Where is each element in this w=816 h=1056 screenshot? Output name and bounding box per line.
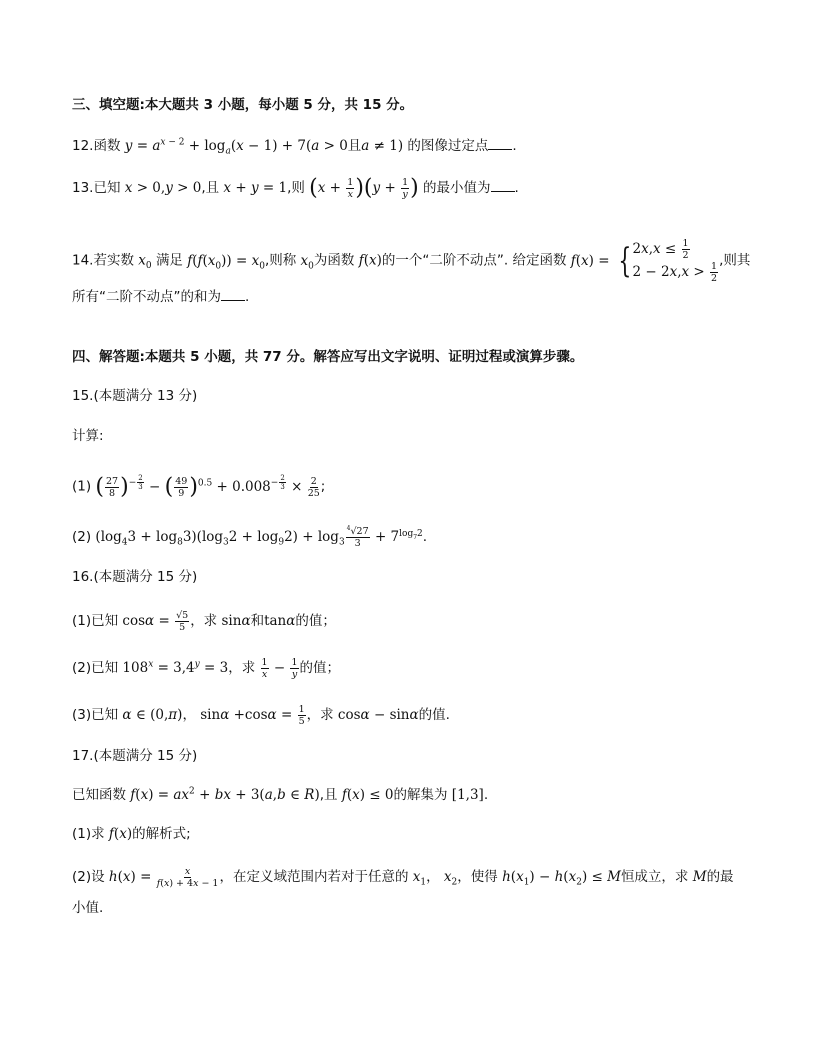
q16-p1-tan: tanα <box>264 613 296 629</box>
q16-p1-text4: 的值； <box>295 613 336 629</box>
q17-part2 <box>72 866 734 889</box>
q13-end: . <box>514 180 519 196</box>
q13-text4: 的最小值为 <box>423 180 491 196</box>
q16-p3-text4: 的值. <box>418 707 450 723</box>
q17-interval: [1,3] <box>451 787 484 803</box>
q13-sum: x + y = 1 <box>223 180 288 196</box>
q16-p1-text2: ，求 <box>190 613 218 629</box>
answer-blank <box>221 288 245 301</box>
q16-p3-range: α ∈ (0,π) <box>122 707 183 723</box>
q17-text: 已知函数 <box>72 787 126 803</box>
q15-part1-expression: ( $\frac{27}{8}$ )$^{- \frac{2}{3}}$ − ( $\frac{49}{9}$ )$^{0.5} + 0.008^{- \frac{2}{3}}$ × $\frac{2}{25}$ <box>95 474 320 499</box>
q14-end: . <box>245 289 250 305</box>
q17-statement <box>72 785 488 805</box>
q16-p2-text: (2)已知 <box>72 660 119 676</box>
question-14: 14.若实数 $x_0$ 满足 $f(f(x_0)) = x_0$,则称 $x_0$为函数 f(x)的一个“二阶不动点”. 给定函数 f(x) = { 2x,x ≤ $\frac{1}{2}$ 2 − 2x,x > $\frac{1}{2}$ ,则其 <box>72 238 751 284</box>
q17-p2-ineq: $h(x_1) - h(x_2) \le M$ <box>502 869 621 888</box>
q16-p1-cos: cosα = $\frac{√5}{5}$ <box>122 610 189 633</box>
question-12 <box>72 136 517 156</box>
q14-text: 若实数 <box>93 252 134 269</box>
q13-text: 已知 <box>93 180 121 196</box>
q17-p2-x1: $x_1$ <box>412 869 427 888</box>
q17-p2-text3: ， <box>426 869 440 885</box>
q16-part3 <box>72 704 450 727</box>
q13-condition: x > 0,y > 0 <box>124 180 202 196</box>
q17-ineq: f(x) ≤ 0 <box>341 787 394 803</box>
q13-number: 13. <box>72 180 94 196</box>
q17-text4: . <box>483 787 489 803</box>
section3-heading: 三、填空题:本大题共 3 小题，每小题 5 分，共 15 分。 <box>72 97 414 113</box>
q15-title: 15.(本题满分 13 分) <box>72 388 198 404</box>
q15-prompt: 计算: <box>72 428 104 444</box>
answer-blank <box>488 137 512 150</box>
q17-p2-hx: h(x) = $\frac{x}{f(x) + 4x - 1}$ <box>108 866 219 889</box>
q16-p2-text2: ，求 <box>228 660 256 676</box>
q17-p2-text5: 恒成立，求 <box>620 869 689 885</box>
q17-p2-text: (2)设 <box>72 869 105 885</box>
answer-blank <box>491 179 515 192</box>
q17-p1-text: (1)求 <box>72 826 105 842</box>
q17-part1 <box>72 824 191 844</box>
q16-part2 <box>72 657 340 680</box>
q17-p2-text6: 的最 <box>706 869 734 885</box>
q14-fixed-eq: $f(f(x_0)) = x_0$ <box>187 252 265 272</box>
q17-p2-text2: ，在定义域范围内若对于任意的 <box>219 869 409 885</box>
q14-x0: x <box>138 252 146 269</box>
q15-part2-label: (2) <box>72 529 92 545</box>
q16-p3-text2: ， <box>182 707 196 723</box>
q12-text: 函数 <box>93 138 121 154</box>
section4-heading: 四、解答题:本题共 5 小题，共 77 分。解答应写出文字说明、证明过程或演算步骤。 <box>72 349 584 365</box>
q16-title: 16.(本题满分 15 分) <box>72 569 198 585</box>
q14-number: 14. <box>72 252 94 269</box>
q15-part1-label: (1) <box>72 478 92 495</box>
q17-title: 17.(本题满分 15 分) <box>72 748 198 764</box>
q14-text4: 为函数 <box>313 252 355 269</box>
q14-piecewise: f(x) = { 2x,x ≤ $\frac{1}{2}$ 2 − 2x,x > $\frac{1}{2}$ <box>570 238 718 284</box>
q14-text6: ,则其 <box>719 252 751 269</box>
q15-end: . <box>422 529 428 545</box>
q16-p1-text: (1)已知 <box>72 613 119 629</box>
q16-p3-text3: ，求 <box>306 707 334 723</box>
q16-p2-expr: $\frac{1}{x}$ − $\frac{1}{y}$ <box>261 657 298 680</box>
q14-x0b: $x_0$ <box>300 252 314 272</box>
q16-p3-text: (3)已知 <box>72 707 119 723</box>
q17-part2-line2: 小值. <box>72 900 104 916</box>
q15-part2-expression: $(\log_43 + \log_83)(\log_32 + \log_92) + \log_3$ $\frac{^4√27}{3}$ + $7^{log_72}$ <box>95 524 423 549</box>
q12-text2: 的图像过定点 <box>407 138 489 154</box>
q17-p1-text2: 的解析式; <box>132 826 191 842</box>
q16-part1 <box>72 610 336 633</box>
question-13 <box>72 177 519 200</box>
q15-semicolon: ; <box>320 478 326 495</box>
q14-line2-text: 所有“二阶不动点”的和为 <box>72 289 221 305</box>
q16-p3-expr: cosα − sinα <box>337 707 419 723</box>
q15-part2 <box>72 526 427 549</box>
q17-text3: 的解集为 <box>393 787 448 803</box>
q14-text5: 的一个“二阶不动点”. 给定函数 <box>381 252 567 269</box>
q14-fx: f(x) <box>358 252 382 269</box>
q16-p2-eq: $108^x = 3,4^y = 3$ <box>122 659 229 676</box>
question-14-line2 <box>72 287 249 307</box>
q17-p2-M: M <box>692 869 707 885</box>
q13-text3: ,则 <box>287 180 305 196</box>
q12-end: . <box>512 138 517 154</box>
q16-p1-sin: sinα <box>221 613 251 629</box>
q17-p2-x2: $x_2$ <box>443 869 458 888</box>
q15-part1 <box>72 474 325 499</box>
q14-text3: ,则称 <box>264 252 297 269</box>
q17-p1-fx: f(x) <box>108 826 133 842</box>
q16-p1-text3: 和 <box>250 613 265 629</box>
q12-function: $y = a^{x - 2} + \log_a(x - 1) + 7(a > 0$且a ≠ 1) <box>124 137 404 157</box>
q12-number: 12. <box>72 138 94 154</box>
q13-expression: (x + $\frac{1}{x}$ )(y + $\frac{1}{y}$ ) <box>309 175 419 201</box>
q17-text2: ,且 <box>319 787 338 803</box>
q16-p2-text3: 的值； <box>299 660 341 676</box>
q16-p3-eq: sinα +cosα = $\frac{1}{5}$ <box>200 704 305 727</box>
q13-text2: ,且 <box>201 180 220 196</box>
q17-p2-text4: ，使得 <box>457 869 498 885</box>
q14-text2: 满足 <box>155 252 183 269</box>
q17-function: $f(x) = ax^2$ + bx + 3(a,b ∈ R) <box>130 786 320 803</box>
